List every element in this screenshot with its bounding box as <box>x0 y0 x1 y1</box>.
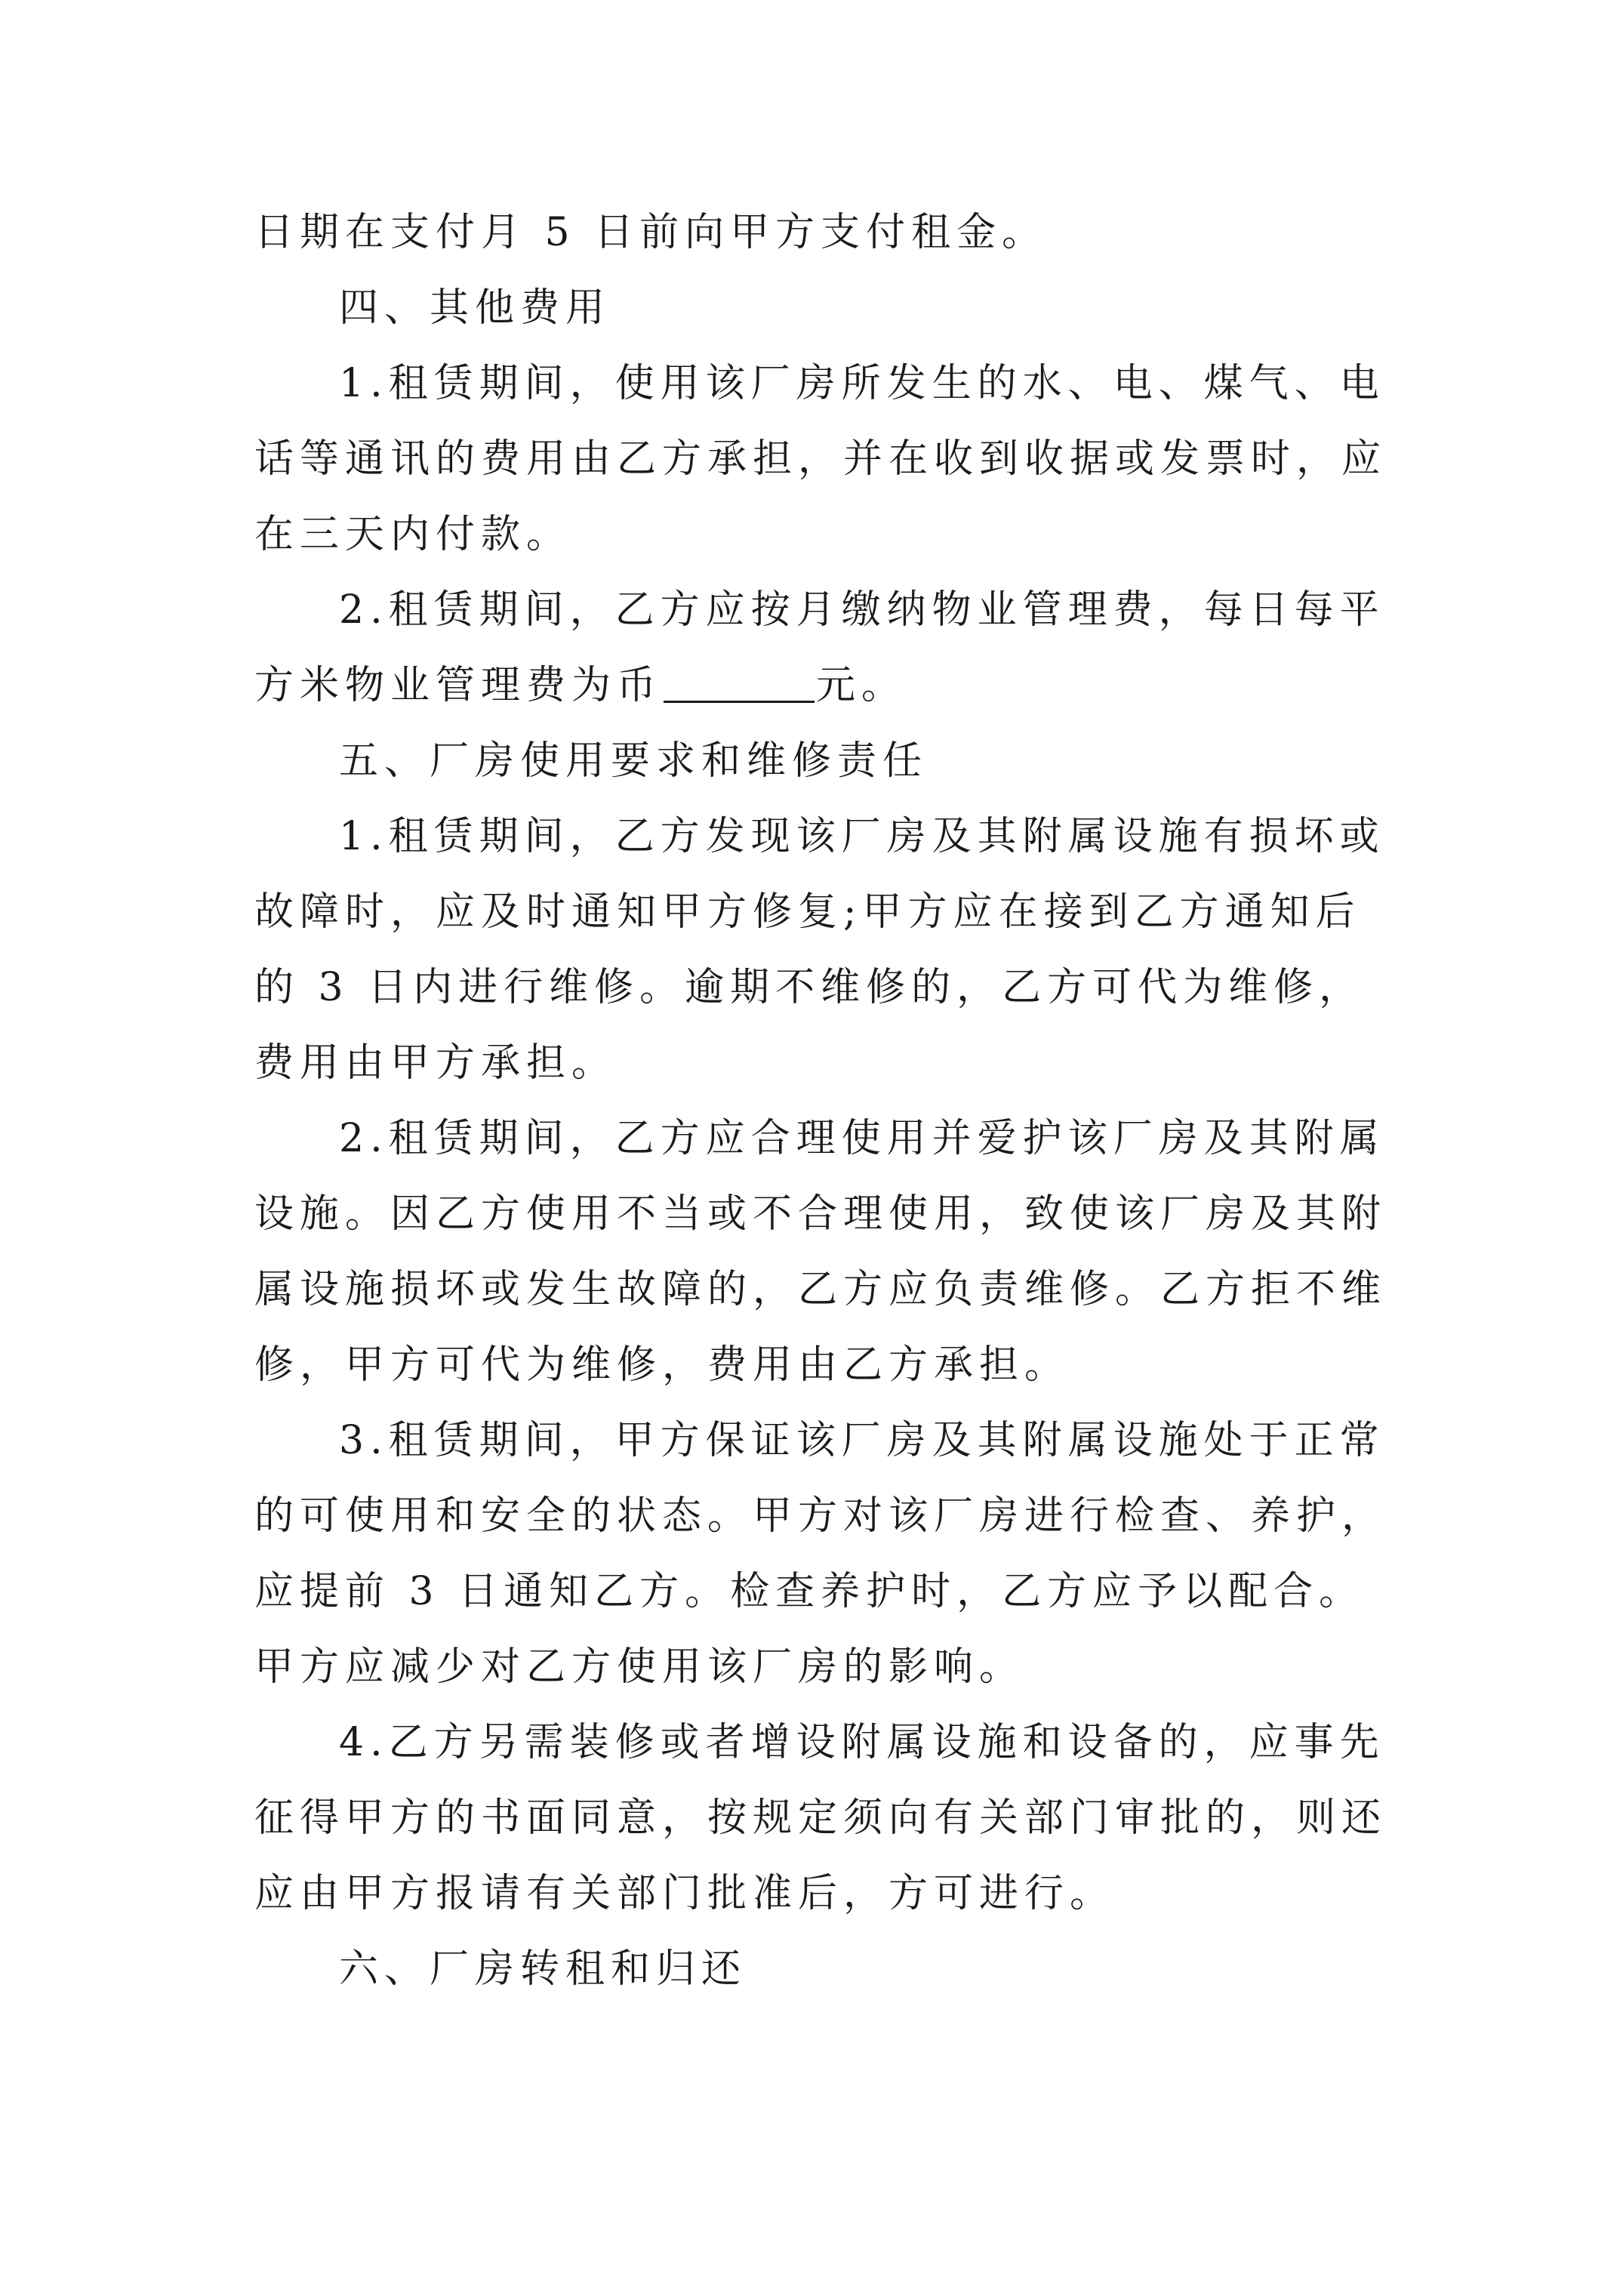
section-heading-usage-maintenance: 五、厂房使用要求和维修责任 <box>339 738 929 784</box>
property-fee-text-after: 元。 <box>816 663 907 708</box>
paragraph-utilities-fees: 1.租赁期间，使用该厂房所发生的水、电、煤气、电话等通讯的费用由乙方承担，并在收到收据或发票时，应在三天内付款。 <box>254 361 1387 557</box>
paragraph-property-management-fee <box>254 572 1394 723</box>
paragraph-damage-repair: 1.租赁期间，乙方发现该厂房及其附属设施有损坏或故障时，应及时通知甲方修复;甲方应在接到乙方通知后的 3 日内进行维修。逾期不维修的，乙方可代为维修，费用由甲方承担。 <box>254 814 1385 1086</box>
paragraph-proper-use: 2.租赁期间，乙方应合理使用并爱护该厂房及其附属设施。因乙方使用不当或不合理使用，致使该厂房及其附属设施损坏或发生故障的，乙方应负责维修。乙方拒不维修，甲方可代为维修，费用由乙方承担。 <box>254 1116 1387 1388</box>
section-heading-sublease-return: 六、厂房转租和归还 <box>339 1946 747 1992</box>
section-heading-other-fees: 四、其他费用 <box>339 285 611 331</box>
paragraph-safety-inspection: 3.租赁期间，甲方保证该厂房及其附属设施处于正常的可使用和安全的状态。甲方对该厂房进行检查、养护，应提前 3 日通知乙方。检查养护时，乙方应予以配合。甲方应减少对乙方使用该厂房的影响。 <box>254 1418 1387 1690</box>
property-fee-text-before: 2.租赁期间，乙方应按月缴纳物业管理费，每日每平方米物业管理费为币 <box>254 587 1385 708</box>
paragraph-renovation-approval: 4.乙方另需装修或者增设附属设施和设备的，应事先征得甲方的书面同意，按规定须向有关部门审批的，则还应由甲方报请有关部门批准后，方可进行。 <box>254 1720 1387 1916</box>
document-body <box>254 195 1394 2007</box>
fee-amount-blank <box>664 663 815 703</box>
paragraph-rent-payment-continued: 日期在支付月 5 日前向甲方支付租金。 <box>254 210 1048 255</box>
